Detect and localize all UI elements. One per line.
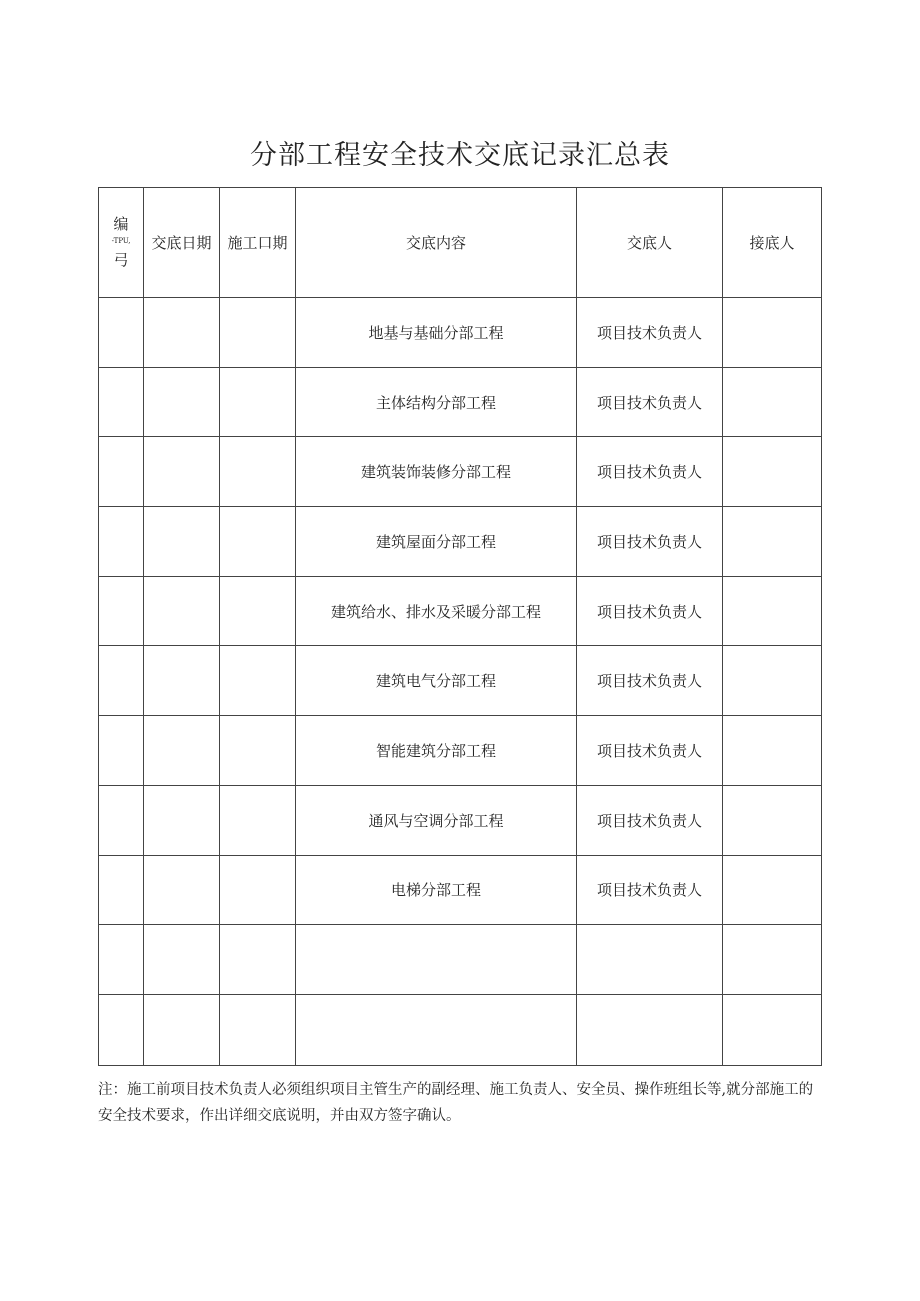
header-receiver: 接底人: [723, 188, 822, 298]
cell-disclosure-date[interactable]: [144, 367, 220, 437]
cell-receiver[interactable]: [723, 855, 822, 925]
cell-disclosure-date[interactable]: [144, 716, 220, 786]
cell-construction-date[interactable]: [220, 646, 296, 716]
cell-receiver[interactable]: [723, 298, 822, 368]
cell-receiver[interactable]: [723, 507, 822, 577]
cell-discloser: 项目技术负责人: [577, 646, 723, 716]
cell-receiver[interactable]: [723, 716, 822, 786]
cell-receiver[interactable]: [723, 925, 822, 995]
cell-number[interactable]: [99, 994, 144, 1065]
cell-content: 主体结构分部工程: [296, 367, 577, 437]
cell-discloser: 项目技术负责人: [577, 367, 723, 437]
cell-construction-date[interactable]: [220, 994, 296, 1065]
cell-discloser[interactable]: [577, 925, 723, 995]
cell-disclosure-date[interactable]: [144, 437, 220, 507]
cell-receiver[interactable]: [723, 994, 822, 1065]
cell-content: 建筑电气分部工程: [296, 646, 577, 716]
cell-discloser: 项目技术负责人: [577, 437, 723, 507]
header-disclosure-date: 交底日期: [144, 188, 220, 298]
cell-disclosure-date[interactable]: [144, 298, 220, 368]
cell-number[interactable]: [99, 367, 144, 437]
cell-number[interactable]: [99, 437, 144, 507]
table-row: [99, 994, 822, 1065]
table-row: [99, 298, 822, 368]
cell-discloser[interactable]: [577, 994, 723, 1065]
cell-discloser: 项目技术负责人: [577, 576, 723, 646]
table-row: [99, 785, 822, 855]
cell-receiver[interactable]: [723, 576, 822, 646]
disclosure-summary-table: [98, 187, 822, 1066]
cell-construction-date[interactable]: [220, 855, 296, 925]
table-row: [99, 576, 822, 646]
cell-disclosure-date[interactable]: [144, 925, 220, 995]
cell-content: 建筑装饰装修分部工程: [296, 437, 577, 507]
cell-number[interactable]: [99, 298, 144, 368]
cell-content[interactable]: [296, 925, 577, 995]
table-row: [99, 437, 822, 507]
cell-content: 建筑屋面分部工程: [296, 507, 577, 577]
cell-construction-date[interactable]: [220, 298, 296, 368]
cell-construction-date[interactable]: [220, 925, 296, 995]
cell-number[interactable]: [99, 785, 144, 855]
cell-content: 通风与空调分部工程: [296, 785, 577, 855]
cell-discloser: 项目技术负责人: [577, 716, 723, 786]
cell-content: 智能建筑分部工程: [296, 716, 577, 786]
table-row: [99, 367, 822, 437]
table-header-row: [99, 188, 822, 298]
table-row: [99, 925, 822, 995]
cell-number[interactable]: [99, 925, 144, 995]
cell-construction-date[interactable]: [220, 507, 296, 577]
cell-number[interactable]: [99, 646, 144, 716]
header-discloser: 交底人: [577, 188, 723, 298]
cell-construction-date[interactable]: [220, 576, 296, 646]
cell-content: 电梯分部工程: [296, 855, 577, 925]
cell-disclosure-date[interactable]: [144, 785, 220, 855]
cell-disclosure-date[interactable]: [144, 507, 220, 577]
table-row: [99, 507, 822, 577]
cell-disclosure-date[interactable]: [144, 994, 220, 1065]
cell-discloser: 项目技术负责人: [577, 298, 723, 368]
cell-receiver[interactable]: [723, 367, 822, 437]
table-row: [99, 855, 822, 925]
cell-construction-date[interactable]: [220, 367, 296, 437]
table-row: [99, 716, 822, 786]
cell-content: 建筑给水、排水及采暖分部工程: [296, 576, 577, 646]
cell-number[interactable]: [99, 855, 144, 925]
cell-construction-date[interactable]: [220, 785, 296, 855]
header-number: 编 -TPU, 弓: [99, 188, 144, 298]
cell-disclosure-date[interactable]: [144, 646, 220, 716]
cell-number[interactable]: [99, 716, 144, 786]
cell-receiver[interactable]: [723, 785, 822, 855]
cell-number[interactable]: [99, 507, 144, 577]
cell-receiver[interactable]: [723, 437, 822, 507]
cell-disclosure-date[interactable]: [144, 576, 220, 646]
cell-construction-date[interactable]: [220, 716, 296, 786]
cell-content[interactable]: [296, 994, 577, 1065]
cell-disclosure-date[interactable]: [144, 855, 220, 925]
cell-construction-date[interactable]: [220, 437, 296, 507]
cell-content: 地基与基础分部工程: [296, 298, 577, 368]
table-row: [99, 646, 822, 716]
cell-discloser: 项目技术负责人: [577, 507, 723, 577]
cell-discloser: 项目技术负责人: [577, 855, 723, 925]
footnote: 注：施工前项目技术负责人必须组织项目主管生产的副经理、施工负责人、安全员、操作班组长等,就分部施工的安全技术要求，作出详细交底说明，并由双方签字确认。: [98, 1082, 814, 1124]
cell-number[interactable]: [99, 576, 144, 646]
header-construction-date: 施工口期: [220, 188, 296, 298]
cell-receiver[interactable]: [723, 646, 822, 716]
header-disclosure-content: 交底内容: [296, 188, 577, 298]
cell-discloser: 项目技术负责人: [577, 785, 723, 855]
page-title: 分部工程安全技术交底记录汇总表: [250, 140, 670, 171]
